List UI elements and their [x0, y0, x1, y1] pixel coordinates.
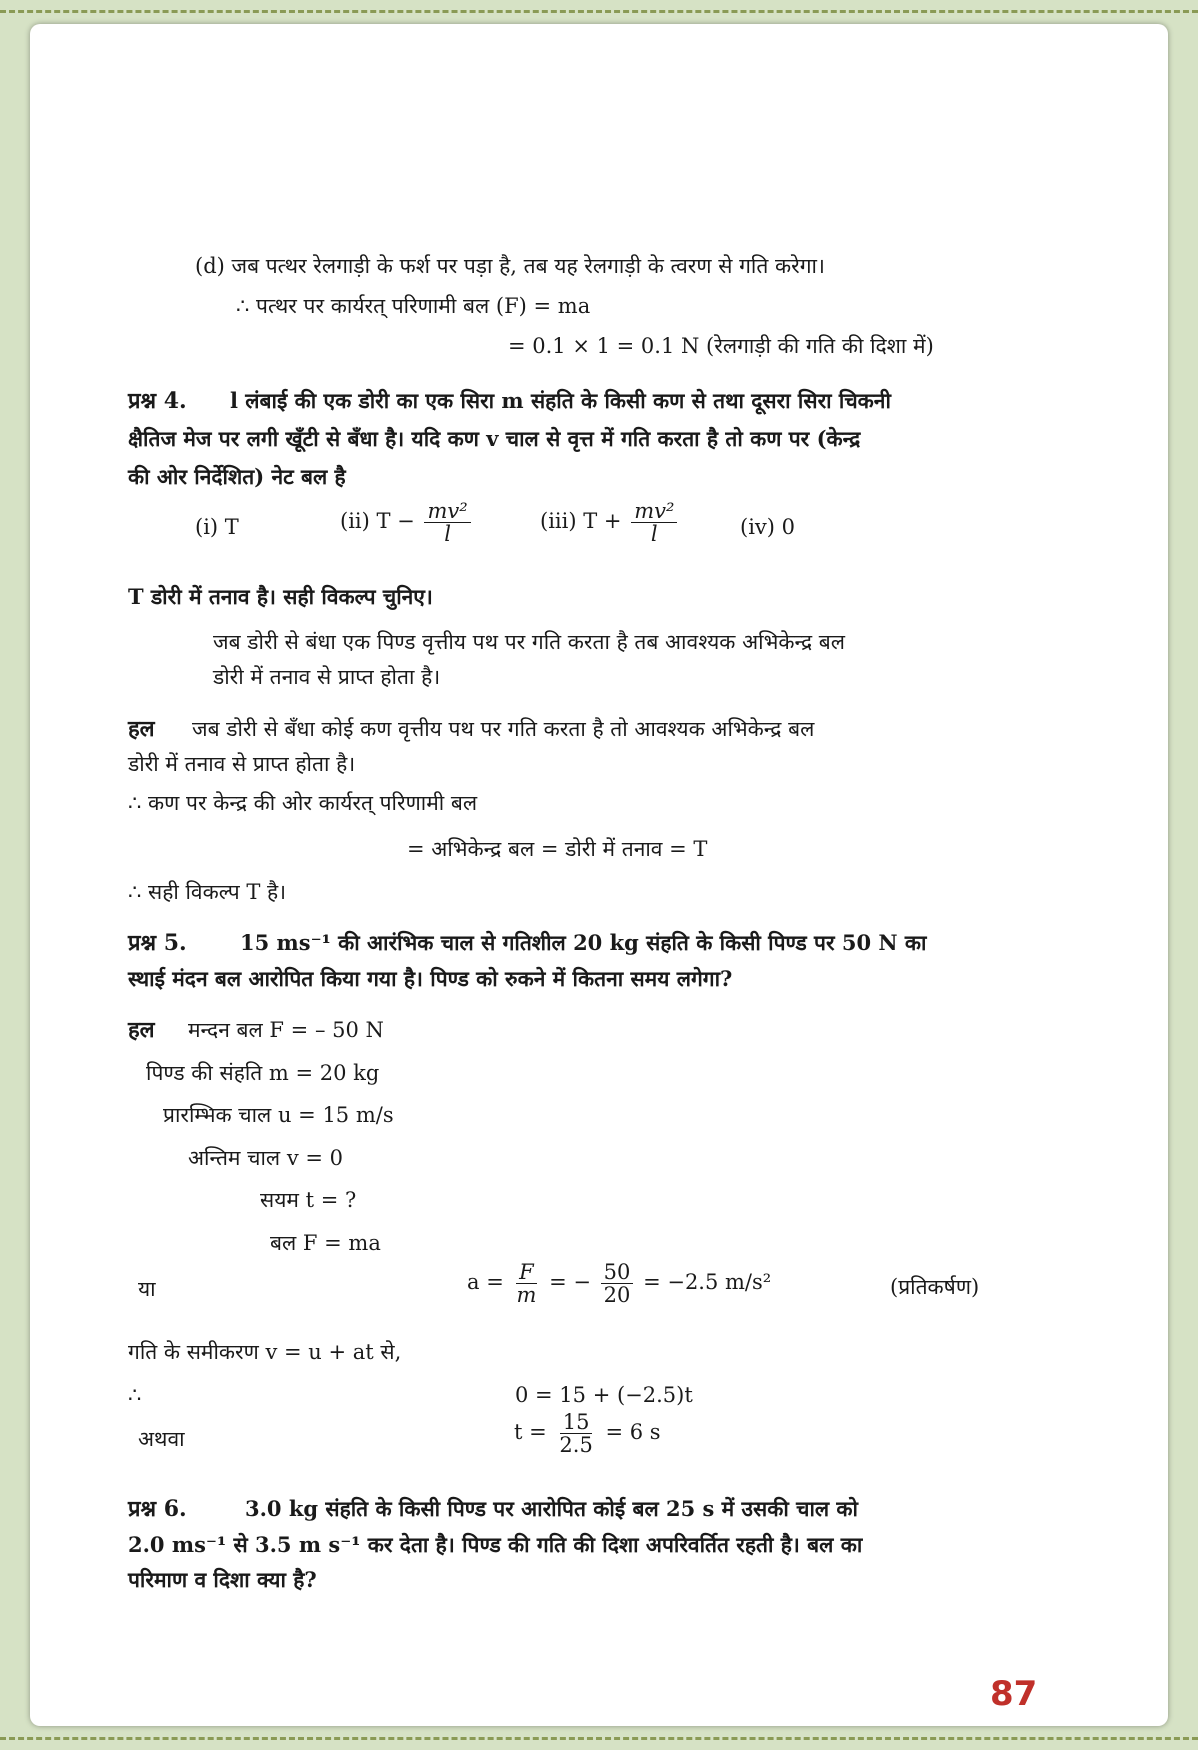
frac-denominator: l [444, 522, 451, 546]
q5-line2: स्थाई मंदन बल आरोपित किया गया है। पिण्ड को रुकने में कितना समय लगेगा? [128, 966, 733, 991]
acc-suffix: = −2.5 m/s² [643, 1270, 772, 1294]
t-prefix: t = [514, 1420, 547, 1444]
q5-line1: 15 ms⁻¹ की आरंभिक चाल से गतिशील 20 kg संहति के किसी पिण्ड पर 50 N का [240, 930, 927, 955]
part-d-line1: (d) जब पत्थर रेलगाड़ी के फर्श पर पड़ा है, तब यह रेलगाड़ी के त्वरण से गति करेगा। [195, 254, 825, 278]
page [30, 24, 1168, 1726]
q4-option-2-prefix: (ii) T − [340, 509, 415, 533]
acc-mid: = − [549, 1270, 591, 1294]
frac-numerator: 15 [560, 1411, 593, 1434]
frac-numerator: mv² [424, 500, 470, 523]
sol5-label: हल [128, 1017, 155, 1043]
sol5-law: बल F = ma [270, 1231, 381, 1255]
sol4-line5: ∴ सही विकल्प T है। [128, 880, 287, 904]
q4-note2: डोरी में तनाव से प्राप्त होता है। [213, 665, 441, 689]
q4-option-4: (iv) 0 [740, 515, 796, 539]
q4-line1: l लंबाई की एक डोरी का एक सिरा m संहति के किसी कण से तथा दूसरा सिरा चिकनी [230, 388, 891, 413]
sol5-repulsion: (प्रतिकर्षण) [890, 1275, 980, 1299]
sol5-athava: अथवा [138, 1427, 185, 1451]
sol4-line3: ∴ कण पर केन्द्र की ओर कार्यरत् परिणामी बल [128, 791, 478, 815]
q4-line4: T डोरी में तनाव है। सही विकल्प चुनिए। [128, 584, 433, 609]
frac-numerator: F [516, 1261, 537, 1284]
acc-fraction-50-20 [601, 1261, 634, 1306]
sol5-time-result [514, 1411, 661, 1456]
t-suffix: = 6 s [605, 1420, 661, 1444]
q5-label: प्रश्न 5. [128, 930, 187, 956]
frac-numerator: mv² [631, 500, 677, 523]
acc-fraction-f-m [513, 1261, 539, 1306]
frac-denominator: 20 [603, 1283, 631, 1307]
q4-option-3-fraction [631, 500, 677, 545]
q4-option-1: (i) T [195, 515, 239, 539]
q6-line3: परिमाण व दिशा क्या है? [128, 1567, 317, 1592]
q6-label: प्रश्न 6. [128, 1496, 187, 1522]
q6-line2: 2.0 ms⁻¹ से 3.5 m s⁻¹ कर देता है। पिण्ड की गति की दिशा अपरिवर्तित रहती है। बल का [128, 1532, 863, 1557]
sol4-line1: जब डोरी से बँधा कोई कण वृत्तीय पथ पर गति करता है तो आवश्यक अभिकेन्द्र बल [192, 717, 815, 741]
sol5-ya: या [138, 1277, 156, 1301]
q4-option-2-fraction [424, 500, 470, 545]
sol5-mass: पिण्ड की संहति m = 20 kg [146, 1061, 380, 1085]
q6-line1: 3.0 kg संहति के किसी पिण्ड पर आरोपित कोई बल 25 s में उसकी चाल को [245, 1496, 859, 1521]
q4-label: प्रश्न 4. [128, 388, 187, 414]
q4-option-3-prefix: (iii) T + [540, 509, 622, 533]
sol5-eq1: 0 = 15 + (−2.5)t [515, 1383, 693, 1407]
sol5-acceleration [467, 1261, 771, 1306]
q4-line3: की ओर निर्देशित) नेट बल है [128, 464, 346, 489]
sol4-label: हल [128, 716, 155, 742]
sol5-eq-intro: गति के समीकरण v = u + at से, [128, 1340, 402, 1364]
q4-option-3 [540, 500, 680, 545]
acc-prefix: a = [467, 1270, 504, 1294]
frac-denominator: m [516, 1283, 537, 1307]
frac-denominator: l [650, 522, 658, 546]
q4-option-2 [340, 500, 474, 545]
part-d-line3: = 0.1 × 1 = 0.1 N (रेलगाड़ी की गति की दिशा में) [508, 334, 934, 358]
sol5-force: मन्दन बल F = – 50 N [188, 1018, 384, 1042]
frac-numerator: 50 [601, 1261, 634, 1284]
page-number: 87 [990, 1674, 1038, 1714]
sol5-therefore: ∴ [128, 1383, 142, 1407]
q4-line2: क्षैतिज मेज पर लगी खूँटी से बँधा है। यदि कण v चाल से वृत्त में गति करता है तो कण पर (केन्द्र [128, 426, 861, 451]
t-fraction [556, 1411, 595, 1456]
bottom-dashed-border [0, 1737, 1198, 1740]
top-dashed-border [0, 10, 1198, 13]
sol4-line2: डोरी में तनाव से प्राप्त होता है। [128, 752, 356, 776]
sol5-final-speed: अन्तिम चाल v = 0 [188, 1146, 344, 1170]
sol5-initial-speed: प्रारम्भिक चाल u = 15 m/s [163, 1103, 394, 1127]
sol5-time: सयम t = ? [260, 1188, 357, 1212]
frac-denominator: 2.5 [559, 1433, 593, 1457]
sol4-line4: = अभिकेन्द्र बल = डोरी में तनाव = T [407, 837, 708, 861]
q4-note1: जब डोरी से बंधा एक पिण्ड वृत्तीय पथ पर गति करता है तब आवश्यक अभिकेन्द्र बल [213, 630, 846, 654]
part-d-line2: ∴ पत्थर पर कार्यरत् परिणामी बल (F) = ma [236, 294, 591, 318]
